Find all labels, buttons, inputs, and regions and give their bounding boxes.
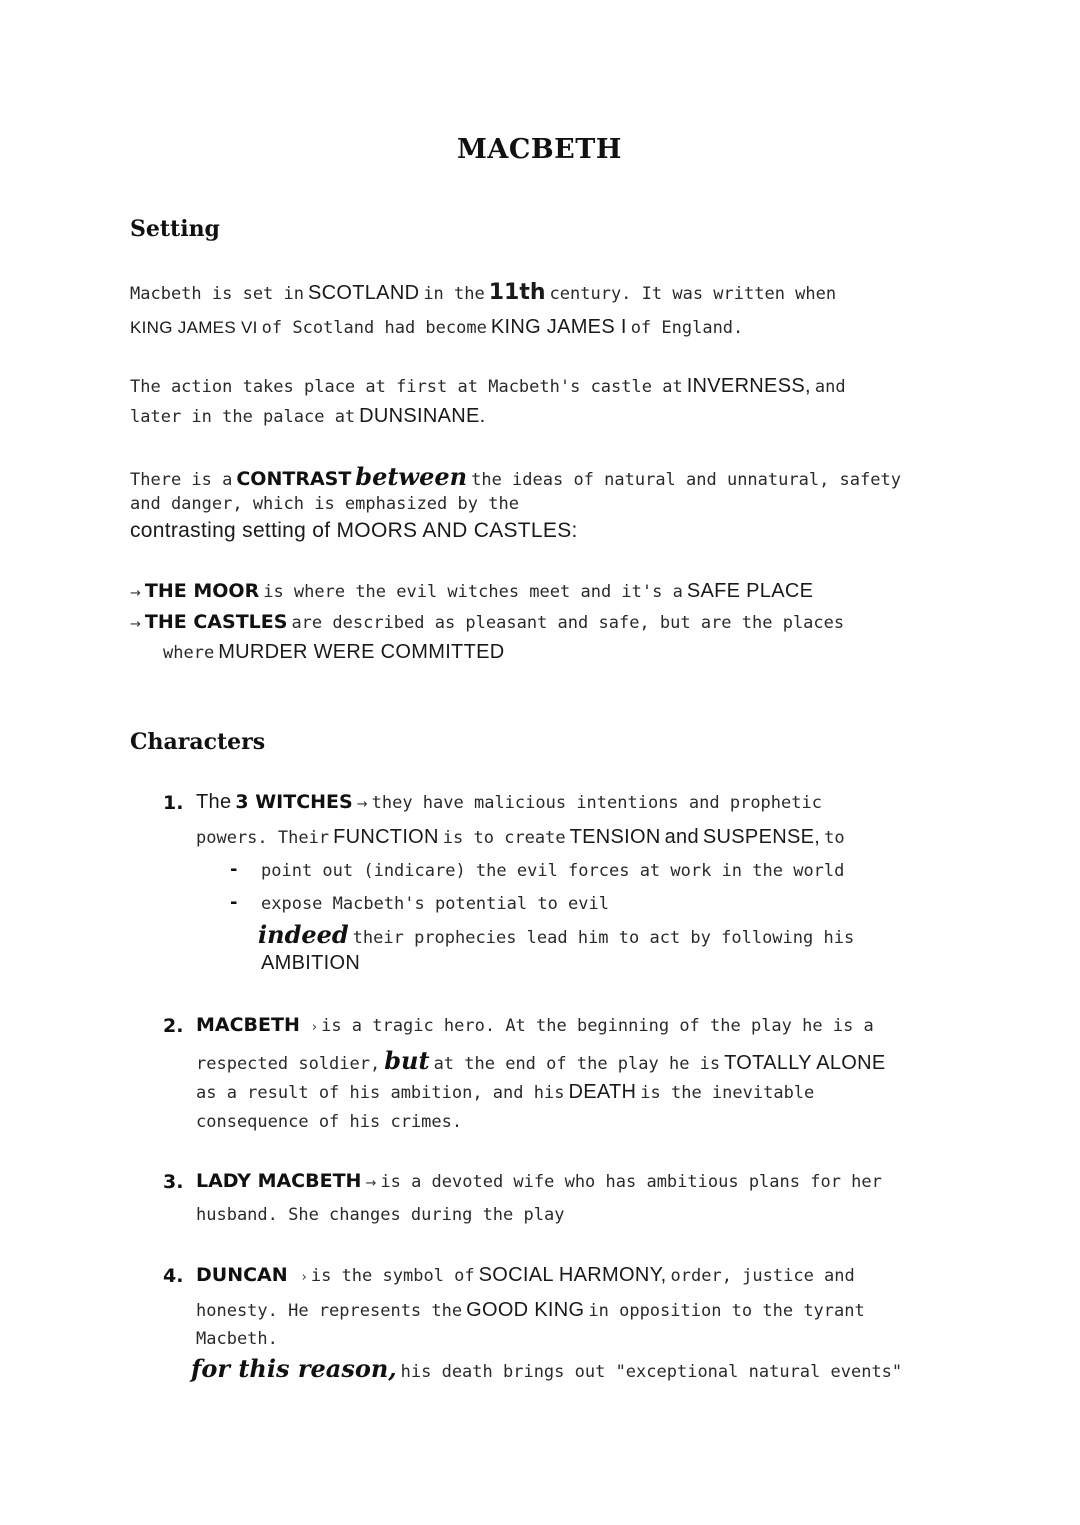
text-span: century. It was written when [549, 284, 837, 304]
text-span: of Scotland had become [261, 318, 487, 338]
bullet-castles [130, 611, 844, 633]
text-span: There is a [130, 470, 233, 490]
text-span: powers. Their [196, 828, 330, 848]
arrow-icon: → [356, 797, 368, 812]
text-span: honesty. He represents the [196, 1301, 463, 1321]
text-span: respected soldier, [196, 1054, 381, 1074]
text-span: the ideas of natural and unnatural, safety [471, 470, 901, 490]
keyword-king-james-vi: KING JAMES VI [130, 318, 258, 337]
keyword-scotland: SCOTLAND [308, 282, 420, 304]
bullet-moor [130, 580, 813, 603]
keyword-dunsinane: DUNSINANE. [359, 405, 486, 427]
lady-macbeth-line-1 [196, 1170, 882, 1192]
macbeth-line-4: consequence of his crimes. [196, 1112, 463, 1132]
duncan-line-1 [196, 1264, 855, 1287]
keyword-the-castles: THE CASTLES [144, 611, 288, 633]
keyword-inverness: INVERNESS, [686, 375, 811, 397]
duncan-line-2 [196, 1299, 865, 1322]
keyword-3-witches: 3 WITCHES [235, 791, 353, 813]
text-span: later in the palace at [130, 407, 356, 427]
text-span: in opposition to the tyrant [588, 1301, 865, 1321]
keyword-ambition: AMBITION [261, 952, 361, 974]
keyword-king-james-i: KING JAMES I [490, 316, 627, 338]
duncan-line-4 [191, 1354, 902, 1383]
text-span: is a devoted wife who has ambitious plans for her [380, 1172, 882, 1192]
handwritten-indeed: indeed [258, 920, 349, 949]
witches-line-1 [196, 791, 822, 814]
text-span: they have malicious intentions and prophetic [371, 793, 822, 813]
text-span: at the end of the play he is [433, 1054, 721, 1074]
keyword-social-harmony: SOCIAL HARMONY, [478, 1264, 667, 1286]
setting-paragraph-3-line-1 [130, 462, 901, 491]
arrow-icon: › [311, 1020, 318, 1035]
keyword-safe-place: SAFE PLACE [686, 580, 814, 602]
setting-paragraph-3-line-3: contrasting setting of MOORS AND CASTLES: [130, 519, 578, 542]
handwritten-for-this-reason: for this reason, [191, 1354, 397, 1383]
text-span: Macbeth is set in [130, 284, 304, 304]
keyword-11th: 11th [488, 280, 546, 305]
setting-paragraph-2-line-1 [130, 375, 846, 398]
witches-sub-point-2: expose Macbeth's potential to evil [261, 894, 609, 914]
item-number-3: 3. [163, 1171, 184, 1193]
keyword-tension: TENSION [569, 826, 661, 848]
dash-icon: - [230, 859, 238, 880]
text-span: order, justice and [670, 1266, 855, 1286]
macbeth-line-1 [196, 1014, 874, 1036]
arrow-icon: → [130, 586, 141, 601]
text-span: and [814, 377, 846, 397]
keyword-duncan: DUNCAN [196, 1264, 288, 1286]
duncan-line-3: Macbeth. [196, 1329, 278, 1349]
setting-paragraph-2-line-2 [130, 405, 486, 428]
keyword-totally-alone: TOTALLY ALONE [724, 1052, 886, 1074]
witches-sub-point-3-line-1 [258, 920, 854, 949]
macbeth-line-3 [196, 1081, 814, 1104]
characters-heading: Characters [130, 729, 266, 755]
text-span: his death brings out "exceptional natural events" [400, 1362, 903, 1382]
text-span: is the symbol of [310, 1266, 475, 1286]
text-span: where [163, 643, 215, 663]
lady-macbeth-line-2: husband. She changes during the play [196, 1205, 565, 1225]
bullet-castles-line-2 [163, 641, 504, 664]
keyword-good-king: GOOD KING [466, 1299, 585, 1321]
text-span: to [824, 828, 845, 848]
text-span: their prophecies lead him to act by following his [352, 928, 855, 948]
item-number-2: 2. [163, 1015, 184, 1037]
text-and: and [664, 826, 699, 848]
text-span: The action takes place at first at Macbeth's castle at [130, 377, 683, 397]
setting-paragraph-1-line-1 [130, 280, 836, 305]
page-title: MACBETH [457, 134, 622, 165]
witches-sub-point-1: point out (indicare) the evil forces at work in the world [261, 861, 845, 881]
arrow-icon: → [365, 1176, 377, 1191]
keyword-function: FUNCTION [333, 826, 439, 848]
macbeth-line-2 [196, 1046, 886, 1075]
text-span: of England. [630, 318, 744, 338]
text-span: are described as pleasant and safe, but are the places [291, 613, 845, 633]
setting-paragraph-1-line-2 [130, 316, 743, 339]
setting-paragraph-3-line-2 [130, 494, 519, 514]
handwritten-between: between [355, 462, 468, 491]
keyword-lady-macbeth: LADY MACBETH [196, 1170, 362, 1192]
text-span: is where the evil witches meet and it's a [263, 582, 683, 602]
text-span: as a result of his ambition, and his [196, 1083, 565, 1103]
setting-heading: Setting [130, 216, 220, 242]
arrow-icon: → [130, 617, 141, 632]
dash-icon: - [230, 892, 238, 913]
item-number-4: 4. [163, 1265, 184, 1287]
keyword-murder: MURDER WERE COMMITTED [218, 641, 505, 663]
keyword-suspense: SUSPENSE, [702, 826, 821, 848]
text-span: is the inevitable [640, 1083, 815, 1103]
keyword-contrast: CONTRAST [236, 468, 352, 490]
text-span: and danger, which is emphasized by the [130, 494, 519, 514]
keyword-macbeth: MACBETH [196, 1014, 300, 1036]
text-span: The [196, 791, 232, 813]
text-span: is a tragic hero. At the beginning of the play he is a [321, 1016, 874, 1036]
keyword-the-moor: THE MOOR [144, 580, 260, 602]
handwritten-but: but [384, 1046, 430, 1075]
item-number-1: 1. [163, 792, 184, 814]
text-span: in the [423, 284, 485, 304]
witches-line-2 [196, 826, 845, 849]
arrow-icon: › [301, 1270, 307, 1285]
keyword-death: DEATH [568, 1081, 637, 1103]
text-span: is to create [442, 828, 566, 848]
